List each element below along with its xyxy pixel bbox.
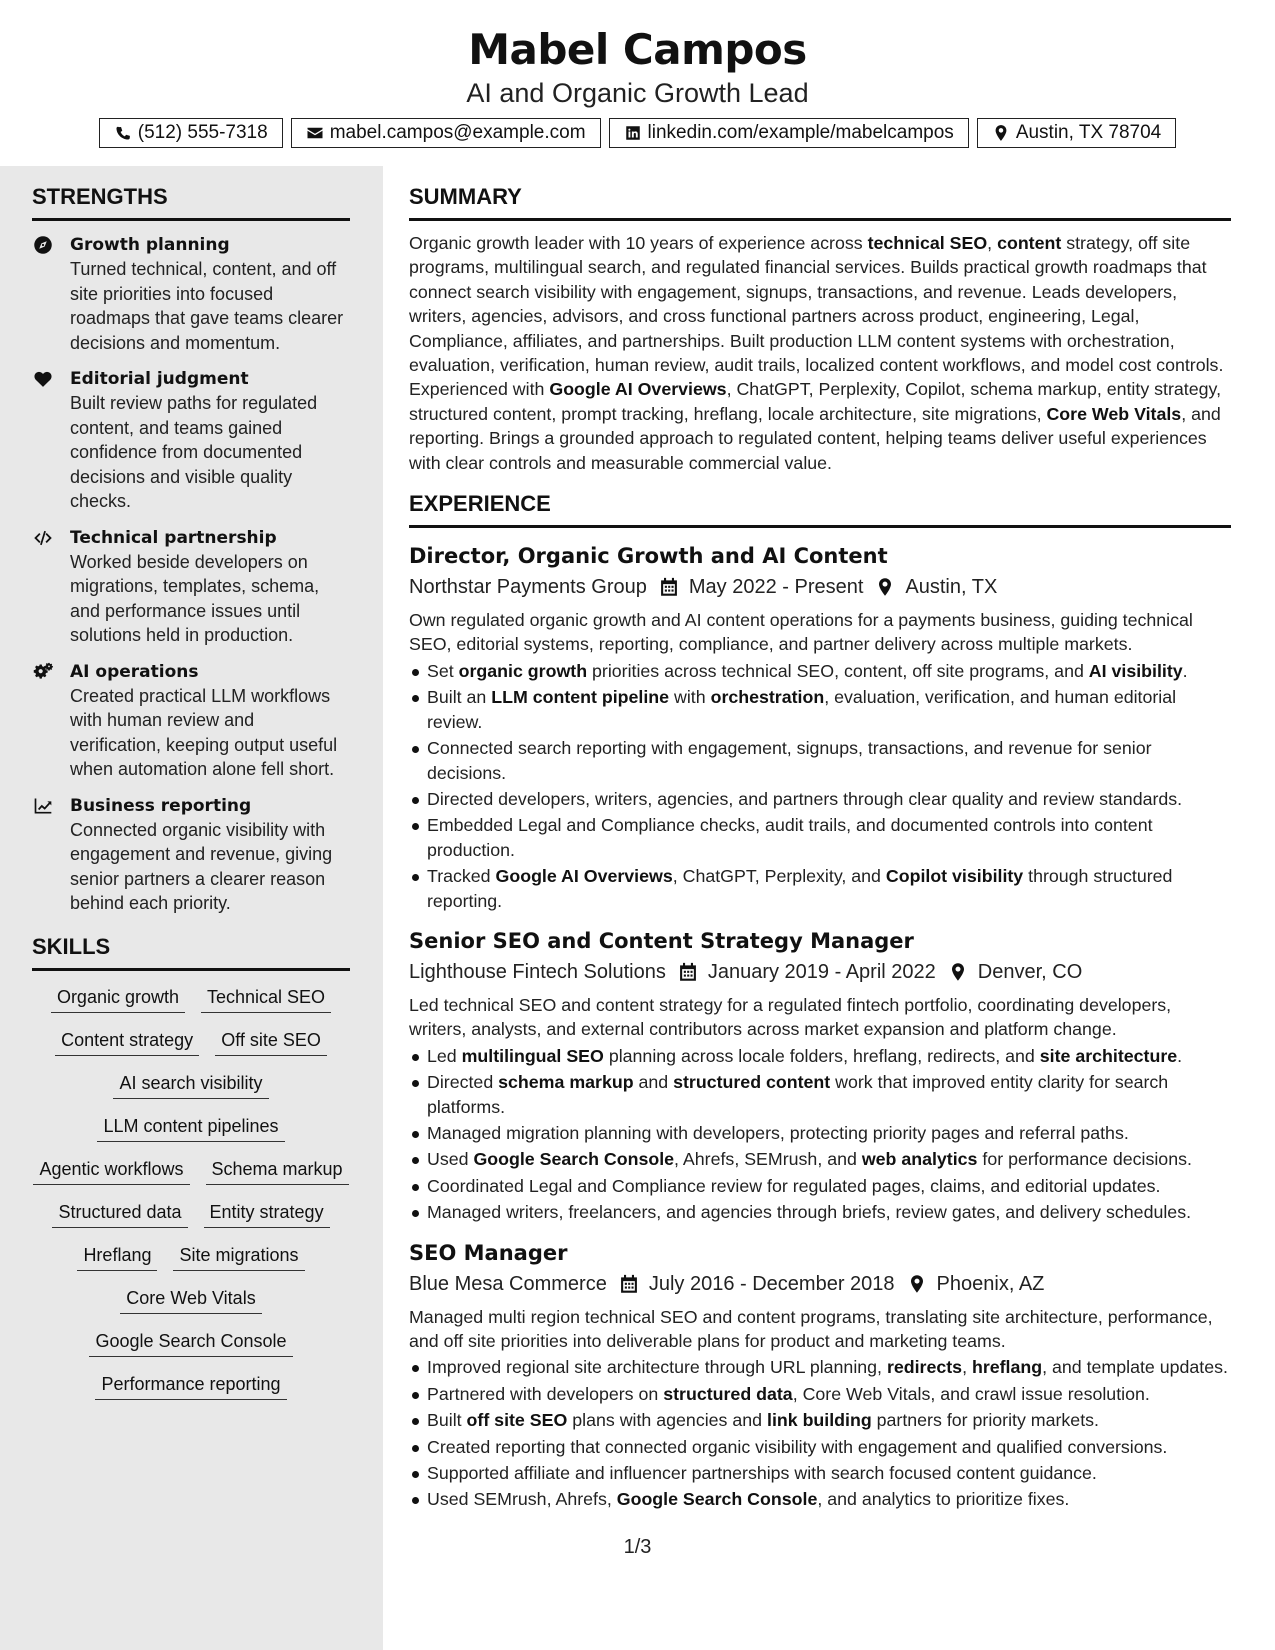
summary-text: Organic growth leader with 10 years of experience across technical SEO, content strategy, off site programs, multilingual search, and regulated financial services. Builds practical growth roadmaps that connect search visibility with engagement, signups, transactions, and revenue. Leads developers, writers, agencies, advisors, and cross functional partners across product, engineering, Legal, Compliance, affiliates, and partnerships. Built production LLM content systems with orchestration, evaluation, verification, human review, audit trails, localized content workflows, and model cost controls. Experienced with Google AI Overviews, ChatGPT, Perplexity, Copilot, schema markup, entity strategy, structured content, prompt tracking, hreflang, locale architecture, site migrations, Core Web Vitals, and reporting. Brings a grounded approach to regulated content, helping teams deliver useful experiences with clear controls and measurable commercial value. [409, 233, 1224, 473]
contact-linkedin[interactable] [609, 118, 969, 148]
strengths-heading: STRENGTHS [32, 184, 350, 221]
page-number: 1/3 [623, 1536, 652, 1558]
skill-tag: Structured data [52, 1200, 187, 1228]
gears-icon [32, 662, 54, 682]
contact-email[interactable] [291, 118, 601, 148]
strengths-list [32, 233, 350, 916]
strength-desc: Worked beside developers on migrations, templates, schema, and performance issues until solutions held in production. [70, 551, 320, 645]
summary-heading: SUMMARY [409, 184, 1231, 221]
strength-title: AI operations [70, 661, 199, 682]
job-location: Phoenix, AZ [936, 1272, 1045, 1295]
list-item: Partnered with developers on structured data, Core Web Vitals, and crawl issue resolution. [409, 1382, 1231, 1406]
strength-title: Growth planning [70, 235, 230, 255]
skill-tag: Google Search Console [89, 1329, 292, 1357]
job-dates: July 2016 - December 2018 [648, 1272, 895, 1295]
job-company: Northstar Payments Group [409, 576, 647, 599]
job-title: SEO Manager [409, 1240, 568, 1265]
candidate-role: AI and Organic Growth Lead [466, 78, 809, 108]
skill-tag: LLM content pipelines [97, 1114, 284, 1142]
list-item: Tracked Google AI Overviews, ChatGPT, Perplexity, and Copilot visibility through structured reporting. [409, 864, 1231, 913]
job-intro: Own regulated organic growth and AI content operations for a payments business, guiding technical SEO, editorial systems, reporting, compliance, and partner delivery across multiple markets. [409, 610, 1193, 655]
list-item: Improved regional site architecture through URL planning, redirects, hreflang, and template updates. [409, 1355, 1231, 1379]
skill-tag: Site migrations [173, 1243, 304, 1271]
contact-email-text: mabel.campos@example.com [329, 122, 586, 143]
strength-desc: Created practical LLM workflows with human review and verification, keeping output useful when automation alone fell short. [70, 685, 338, 779]
skill-tag: Entity strategy [204, 1200, 330, 1228]
list-item: Led multilingual SEO planning across locale folders, hreflang, redirects, and site architecture. [409, 1044, 1231, 1068]
skill-tag: Organic growth [51, 985, 185, 1013]
skill-tag: Content strategy [55, 1028, 199, 1056]
list-item: Created reporting that connected organic visibility with engagement and qualified conversions. [409, 1435, 1231, 1459]
list-item: Directed schema markup and structured content work that improved entity clarity for search platforms. [409, 1070, 1231, 1119]
map-pin-icon [948, 962, 968, 982]
map-pin-icon [992, 124, 1010, 142]
job-entry [409, 927, 1231, 1225]
job-bullets [409, 1355, 1231, 1511]
list-item: Supported affiliate and influencer partnerships with search focused content guidance. [409, 1461, 1231, 1485]
experience-list [383, 542, 1275, 1512]
job-company: Lighthouse Fintech Solutions [409, 960, 666, 983]
list-item: Built an LLM content pipeline with orchestration, evaluation, verification, and human editorial review. [409, 685, 1231, 734]
strength-item [32, 367, 350, 514]
sidebar [0, 166, 383, 1650]
list-item: Used Google Search Console, Ahrefs, SEMrush, and web analytics for performance decisions. [409, 1147, 1231, 1171]
job-entry [409, 542, 1231, 913]
list-item: Coordinated Legal and Compliance review for regulated pages, claims, and editorial updates. [409, 1174, 1231, 1198]
contact-phone-text: (512) 555-7318 [137, 122, 268, 143]
job-meta [409, 572, 1231, 602]
skills-heading: SKILLS [32, 934, 350, 971]
job-title: Director, Organic Growth and AI Content [409, 544, 888, 569]
resume-header [0, 0, 1275, 166]
skill-tag: Performance reporting [95, 1372, 286, 1400]
strength-desc: Connected organic visibility with engagement and revenue, giving senior partners a clearer reason behind each priority. [70, 819, 333, 913]
envelope-icon [306, 124, 324, 142]
contact-location-text: Austin, TX 78704 [1015, 122, 1162, 143]
job-meta [409, 957, 1231, 987]
job-dates: January 2019 - April 2022 [707, 960, 936, 983]
contact-phone[interactable] [99, 118, 283, 148]
job-entry [409, 1239, 1231, 1512]
heart-icon [32, 369, 54, 389]
list-item: Directed developers, writers, agencies, and partners through clear quality and review standards. [409, 787, 1231, 811]
contact-linkedin-text: linkedin.com/example/mabelcampos [647, 122, 954, 143]
skill-tag: Core Web Vitals [120, 1286, 261, 1314]
skill-tag: Technical SEO [201, 985, 331, 1013]
list-item: Built off site SEO plans with agencies and link building partners for priority markets. [409, 1408, 1231, 1432]
strength-item [32, 526, 350, 648]
code-icon [32, 528, 54, 548]
phone-icon [114, 124, 132, 142]
strength-title: Business reporting [70, 795, 252, 816]
calendar-icon [619, 1274, 639, 1294]
calendar-icon [659, 577, 679, 597]
skill-tag: Schema markup [206, 1157, 349, 1185]
skill-tag: AI search visibility [113, 1071, 268, 1099]
strength-item [32, 233, 350, 355]
calendar-icon [678, 962, 698, 982]
contact-location [977, 118, 1176, 148]
strength-item [32, 660, 350, 782]
map-pin-icon [875, 577, 895, 597]
job-location: Denver, CO [977, 960, 1083, 983]
job-intro: Led technical SEO and content strategy for a regulated fintech portfolio, coordinating developers, writers, analysts, and external contributors across market expansion and platform change. [409, 994, 1172, 1040]
job-bullets [409, 659, 1231, 913]
list-item: Embedded Legal and Compliance checks, audit trails, and documented controls into content production. [409, 813, 1231, 862]
strength-title: Editorial judgment [70, 369, 249, 389]
job-location: Austin, TX [905, 576, 998, 599]
skills-list [32, 985, 350, 1400]
list-item: Managed migration planning with developers, protecting priority pages and referral paths. [409, 1121, 1231, 1145]
list-item: Managed writers, freelancers, and agencies through briefs, review gates, and delivery schedules. [409, 1200, 1231, 1224]
main-content [383, 166, 1275, 1650]
compass-icon [32, 235, 54, 255]
strength-title: Technical partnership [70, 527, 277, 548]
job-bullets [409, 1044, 1231, 1225]
experience-heading: EXPERIENCE [409, 491, 1231, 528]
skill-tag: Hreflang [77, 1243, 157, 1271]
linkedin-icon [624, 124, 642, 142]
strength-desc: Turned technical, content, and off site priorities into focused roadmaps that gave teams clearer decisions and momentum. [70, 259, 344, 353]
job-dates: May 2022 - Present [688, 576, 864, 599]
job-title: Senior SEO and Content Strategy Manager [409, 928, 914, 953]
list-item: Connected search reporting with engagement, signups, transactions, and revenue for senior decisions. [409, 736, 1231, 785]
skill-tag: Agentic workflows [33, 1157, 189, 1185]
job-intro: Managed multi region technical SEO and content programs, translating site architecture, performance, and off site priorities into deliverable plans for product and marketing teams. [409, 1306, 1213, 1351]
job-meta [409, 1269, 1231, 1299]
job-company: Blue Mesa Commerce [409, 1272, 607, 1295]
contact-bar [0, 118, 1275, 148]
list-item: Set organic growth priorities across technical SEO, content, off site programs, and AI visibility. [409, 659, 1231, 683]
skill-tag: Off site SEO [215, 1028, 327, 1056]
strength-item [32, 794, 350, 916]
list-item: Used SEMrush, Ahrefs, Google Search Console, and analytics to prioritize fixes. [409, 1487, 1231, 1511]
candidate-name: Mabel Campos [468, 25, 807, 74]
map-pin-icon [907, 1274, 927, 1294]
strength-desc: Built review paths for regulated content, and teams gained confidence from documented decisions and visible quality checks. [70, 393, 318, 511]
chart-line-icon [32, 796, 54, 816]
